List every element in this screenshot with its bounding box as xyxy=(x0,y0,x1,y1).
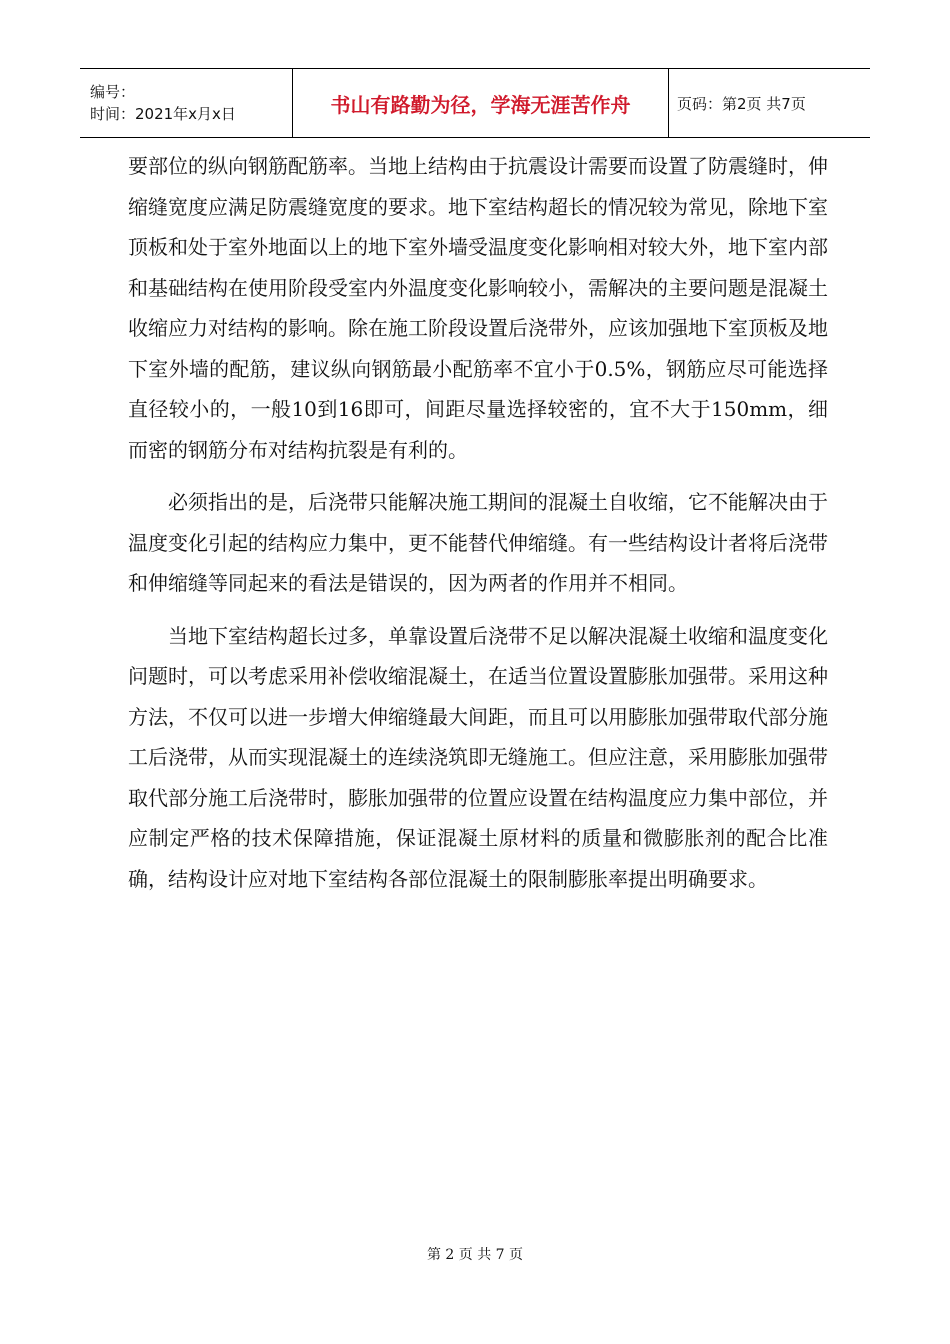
header-motto xyxy=(293,69,669,137)
page-header xyxy=(80,68,870,138)
paragraph: 当地下室结构超长过多，单靠设置后浇带不足以解决混凝土收缩和温度变化问题时，可以考虑采用补偿收缩混凝土，在适当位置设置膨胀加强带。采用这种方法，不仅可以进一步增大伸缩缝最大间距，而且可以用膨胀加强带取代部分施工后浇带，从而实现混凝土的连续浇筑即无缝施工。但应注意，采用膨胀加强带取代部分施工后浇带时，膨胀加强带的位置应设置在结构温度应力集中部位，并应制定严格的技术保障措施，保证混凝土原材料的质量和微膨胀剂的配合比准确，结构设计应对地下室结构各部位混凝土的限制膨胀率提出明确要求。 xyxy=(128,623,828,891)
paragraph: 必须指出的是，后浇带只能解决施工期间的混凝土自收缩，它不能解决由于温度变化引起的结构应力集中，更不能替代伸缩缝。有一些结构设计者将后浇带和伸缩缝等同起来的看法是错误的，因为两者的作用并不相同。 xyxy=(128,490,828,595)
header-page-info xyxy=(669,69,806,137)
footer-page-number: 第 2 页 共 7 页 xyxy=(426,1247,524,1263)
page-footer xyxy=(0,1244,950,1264)
paragraph-continued: 要部位的纵向钢筋配筋率。当地上结构由于抗震设计需要而设置了防震缝时，伸缩缝宽度应满足防震缝宽度的要求。地下室结构超长的情况较为常见，除地下室顶板和处于室外地面以上的地下室外墙受温度变化影响相对较大外，地下室内部和基础结构在使用阶段受室内外温度变化影响较小，需解决的主要问题是混凝土收缩应力对结构的影响。除在施工阶段设置后浇带外，应该加强地下室顶板及地下室外墙的配筋，建议纵向钢筋最小配筋率不宜小于0.5%，钢筋应尽可能选择直径较小的，一般10到16即可，间距尽量选择较密的，宜不大于150mm，细而密的钢筋分布对结构抗裂是有利的。 xyxy=(128,154,828,462)
document-body xyxy=(128,146,828,899)
serial-number-label: 编号： xyxy=(90,83,136,101)
header-page-number: 页码：第2页 共7页 xyxy=(677,94,806,113)
header-meta xyxy=(80,69,293,137)
time-label: 时间：2021年x月x日 xyxy=(90,105,236,123)
motto-text: 书山有路勤为径，学海无涯苦作舟 xyxy=(330,92,631,117)
